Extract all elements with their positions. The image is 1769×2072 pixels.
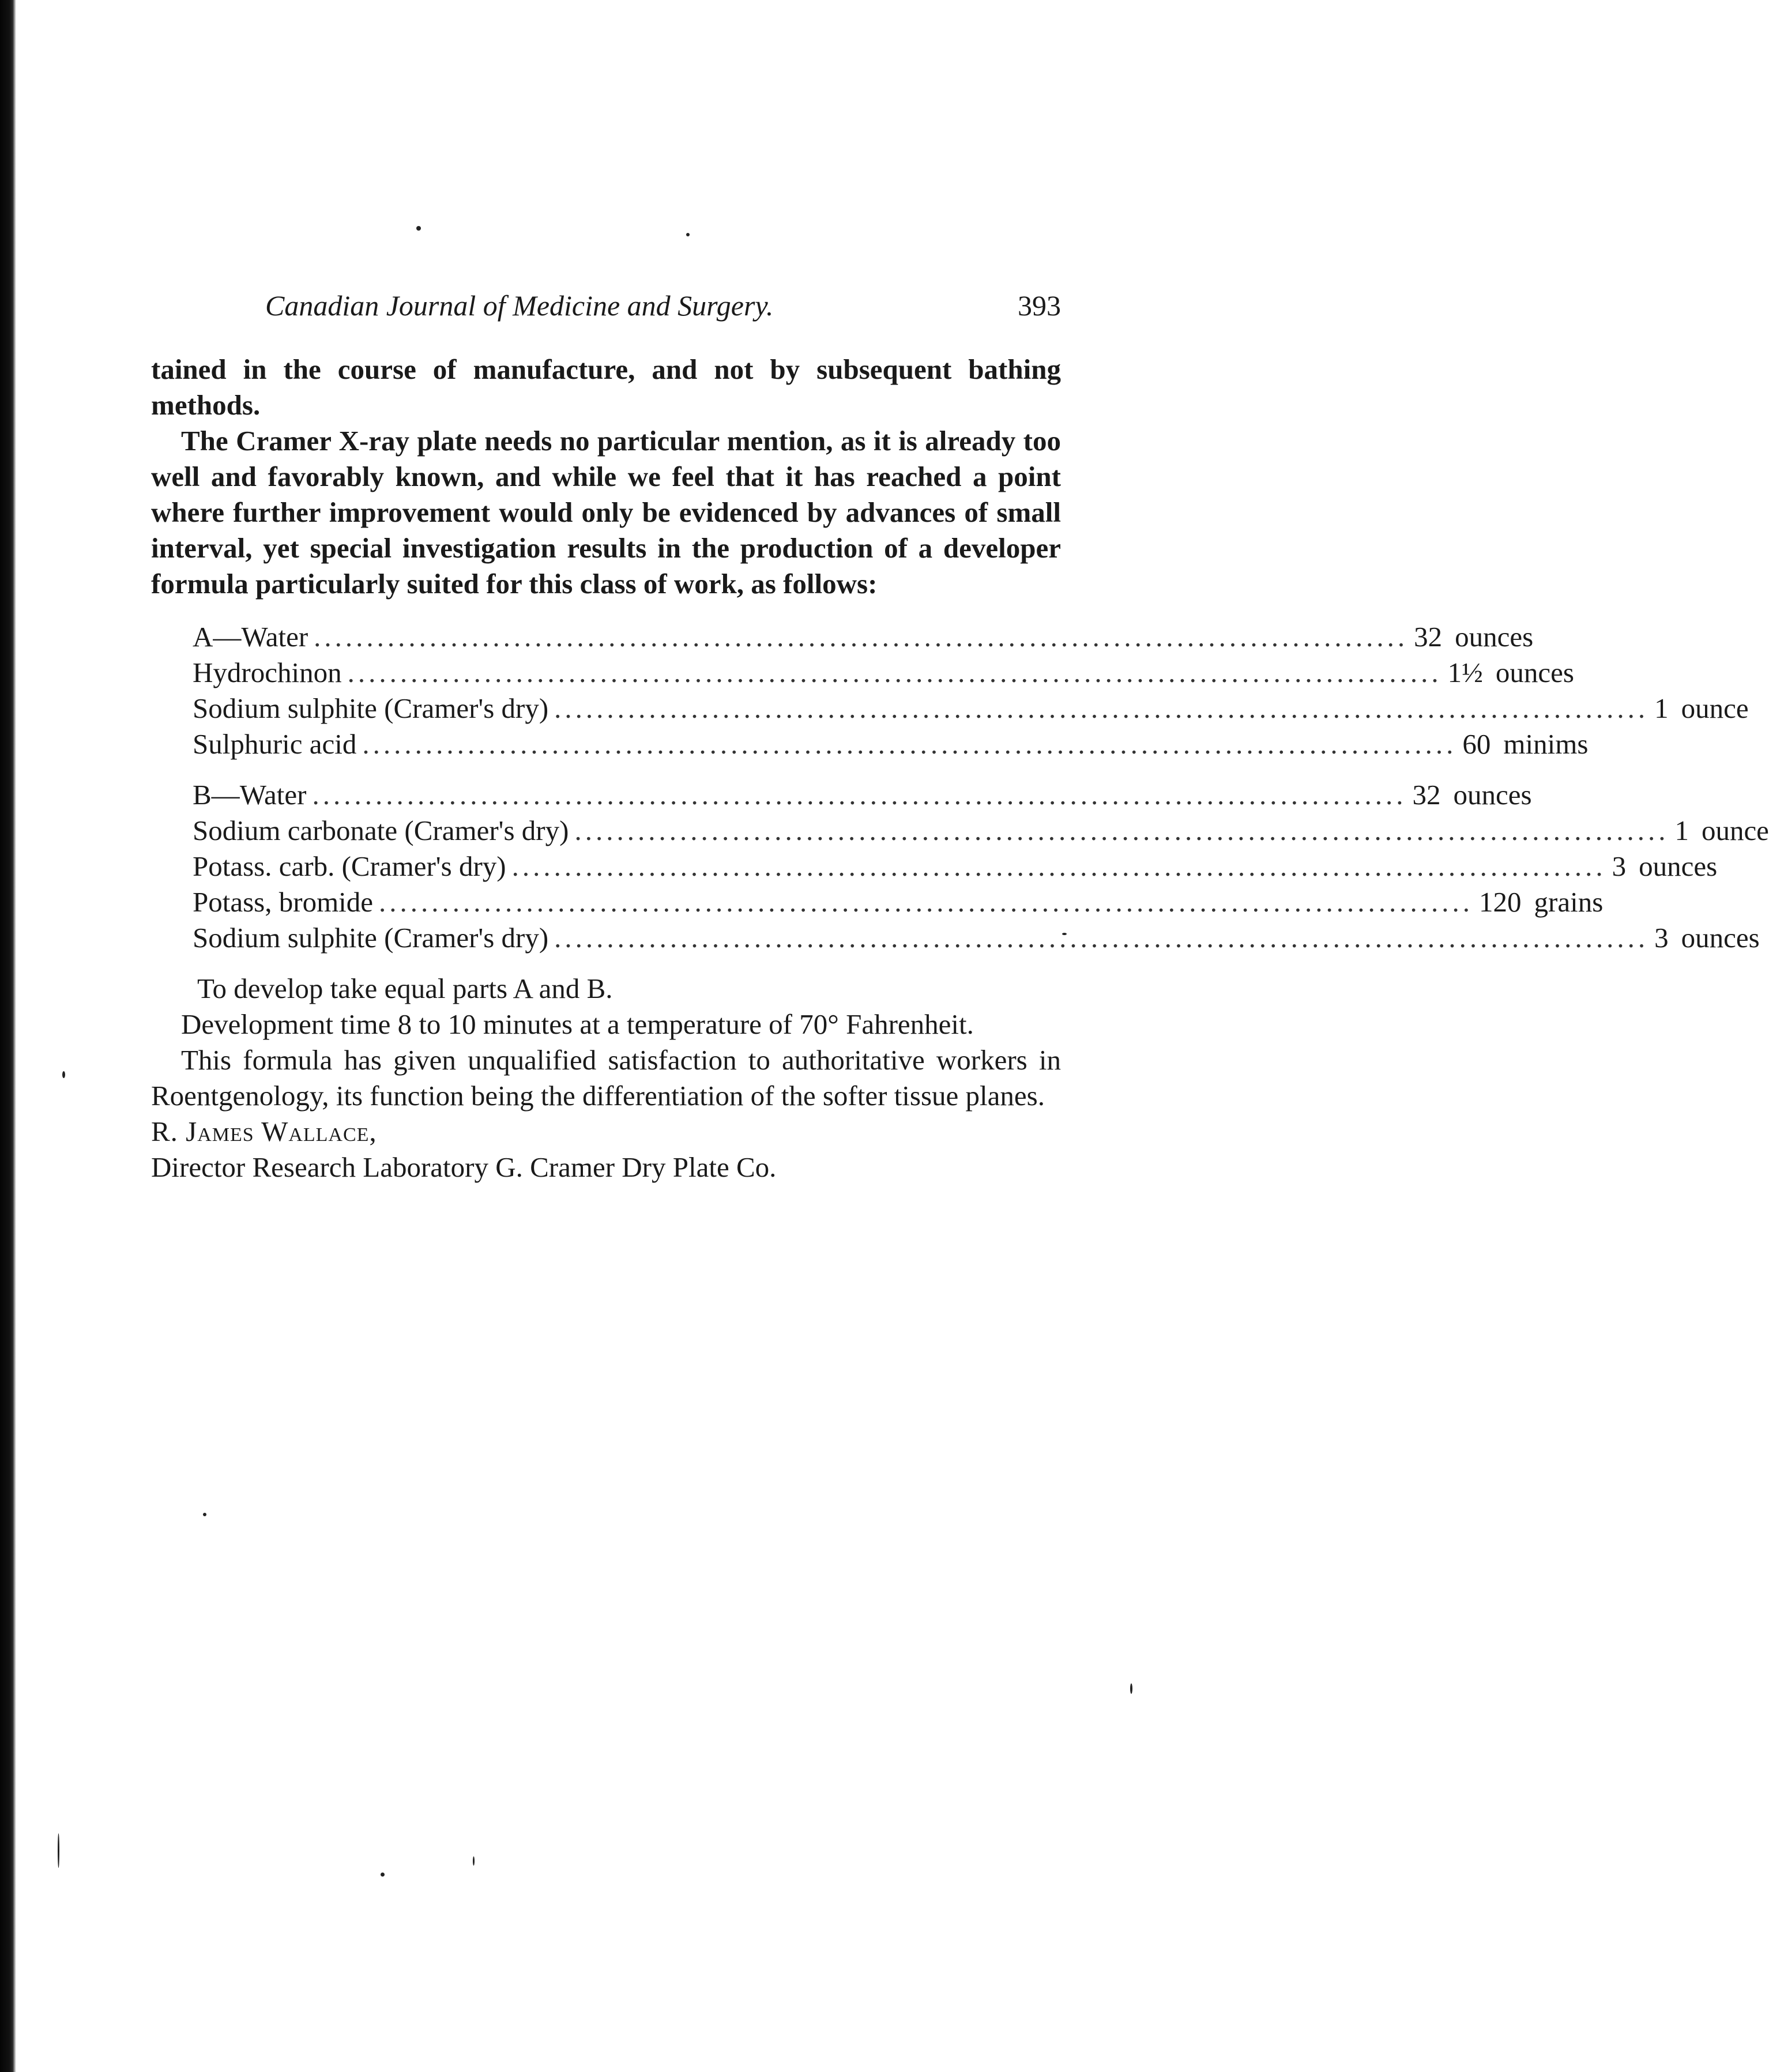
formula-row: [151, 655, 1574, 691]
scan-speck: [473, 1856, 475, 1866]
ingredient-unit: ounces: [1453, 779, 1532, 811]
formula-row: [151, 619, 1534, 655]
ingredient-name: Sodium sulphite (Cramer's dry): [193, 692, 549, 724]
ingredient-unit: ounce: [1701, 815, 1769, 846]
formula-row: [151, 849, 1718, 884]
dot-leader: ........................................................................................................: [574, 815, 1669, 846]
continuation-paragraph: tained in the course of manufacture, and not by subsequent bathing methods.: [151, 353, 1061, 421]
ingredient-name: Sodium carbonate (Cramer's dry): [193, 815, 569, 846]
dot-leader: ........................................................................................................: [554, 692, 1649, 724]
ingredient-name: Water: [241, 621, 308, 653]
ingredient-name: Water: [239, 779, 307, 811]
ingredient-name: Potass. carb. (Cramer's dry): [193, 850, 506, 882]
ingredient-qty: 32: [1414, 621, 1443, 653]
signature-title: Director Research Laboratory G. Cramer Dry Plate Co.: [151, 1151, 777, 1183]
conclusion-paragraph: This formula has given unqualified satisfaction to authoritative workers in Roentgenology, its function being the differentiation of the softer tissue planes.: [151, 1044, 1061, 1112]
ingredient-unit: grains: [1534, 886, 1604, 918]
dot-leader: ........................................................................................................: [312, 779, 1407, 811]
ingredient-qty: 32: [1412, 779, 1441, 811]
ingredient-name: Sulphuric acid: [193, 728, 357, 760]
scan-speck: [203, 1513, 206, 1516]
ingredient-unit: ounces: [1639, 850, 1718, 882]
dot-leader: ........................................................................................................: [347, 657, 1442, 688]
scan-speck: [416, 226, 421, 231]
ingredient-qty: 1: [1674, 815, 1689, 846]
developer-formula: [151, 619, 1769, 956]
ingredient-unit: ounces: [1455, 621, 1534, 653]
ingredient-qty: 3: [1612, 850, 1627, 882]
dot-leader: ........................................................................................................: [362, 728, 1457, 760]
scan-speck: [62, 1071, 65, 1078]
dot-leader: ........................................................................................................: [379, 886, 1474, 918]
dot-leader: ........................................................................................................: [314, 621, 1409, 653]
dot-leader: ........................................................................................................: [511, 850, 1606, 882]
dot-leader: ........................................................................................................: [554, 922, 1649, 954]
ingredient-qty: 120: [1479, 886, 1522, 918]
scan-speck: [686, 233, 690, 236]
ingredient-name: Hydrochinon: [193, 657, 342, 688]
journal-title: Canadian Journal of Medicine and Surgery.: [265, 289, 774, 322]
page-number: 393: [1018, 289, 1061, 322]
formula-row: [151, 813, 1769, 849]
ingredient-qty: 1½: [1447, 657, 1483, 688]
scan-speck: [381, 1873, 385, 1877]
formula-row: [151, 691, 1749, 726]
intro-paragraph: The Cramer X-ray plate needs no particular mention, as it is already too well and favorably known, and while we feel that it has reached a point where further improvement would only be evidenced by advances of small interval, yet special investigation results in the production of a developer formula particularly suited for this class of work, as follows:: [151, 425, 1061, 600]
scan-speck: [58, 1833, 59, 1868]
ingredient-qty: 3: [1654, 922, 1669, 954]
group-label: A—: [193, 621, 242, 653]
ingredient-unit: ounces: [1681, 922, 1760, 954]
development-time-paragraph: Development time 8 to 10 minutes at a temperature of 70° Fahrenheit.: [181, 1008, 974, 1040]
formula-row: [151, 920, 1760, 956]
scan-speck: [1130, 1683, 1132, 1694]
develop-instruction: To develop take equal parts A and B.: [197, 973, 613, 1004]
formula-row: [151, 726, 1589, 762]
formula-group-b: [151, 777, 1769, 956]
page-body: [151, 352, 1769, 1185]
formula-row: [151, 884, 1604, 920]
ingredient-unit: minims: [1503, 728, 1589, 760]
signature-name: R. James Wallace,: [151, 1116, 377, 1147]
running-header: [265, 282, 1061, 329]
ingredient-name: Sodium sulphite (Cramer's dry): [193, 922, 549, 954]
ingredient-unit: ounces: [1495, 657, 1574, 688]
ingredient-unit: ounce: [1681, 692, 1749, 724]
scan-binding-edge: [0, 0, 16, 2072]
ingredient-qty: 1: [1654, 692, 1669, 724]
ingredient-name: Potass, bromide: [193, 886, 374, 918]
formula-row: [151, 777, 1532, 813]
ingredient-qty: 60: [1462, 728, 1491, 760]
formula-group-a: [151, 619, 1749, 762]
group-label: B—: [193, 779, 240, 811]
